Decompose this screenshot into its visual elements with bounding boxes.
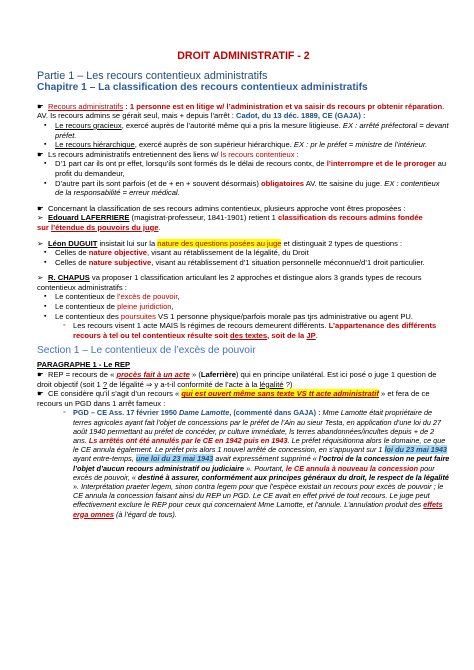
recours-admin-list	[37, 121, 450, 150]
list-item: ▪ Le contentieux des poursuites VS 1 personne physique/parfois morale pas tjrs administrative ou agent PU.	[37, 312, 450, 322]
document-title: DROIT ADMINISTRATIF - 2	[177, 50, 310, 62]
list-item: ▪ Le recours hiérarchique, exercé auprès de son supérieur hiérarchique. EX : pr le préfet = ministre de l’intérieur.	[37, 140, 450, 150]
paragraph-liens: ☛ Ls recours administratifs entretiennent des liens w/ ls recours contentieux :	[37, 149, 299, 159]
paragraph-rep: ☛ REP = recours de « procès fait à un acte » (Laferrière) qui en principe unilatéral. Est ici posé o juge 1 question de droit objectif (soit 1 ? de légalité ⇒ y a-t-il conformité de l’acte à la légalité ?)	[37, 370, 437, 389]
list-item: ◦ Les recours visent 1 acte MAIS ls régimes de recours demeurent différents. L’appartenance des différents recours à tel ou tel contentieux résulte soit des textes, soit de la JP.	[37, 321, 450, 340]
list-item: ▪ Celles de nature objective, visant au rétablissement de la légalité, du Droit	[37, 248, 450, 258]
list-item: ▪ D’1 part car ils ont pr effet, lorsqu’ils sont formés ds le délai de recours contx, de l’interrompre et de le proroger au profit du demandeur,	[37, 159, 450, 178]
list-item: ▪ Le recours gracieux, exercé auprès de l’autorité même qui a pris la mesure litigieuse. EX : arrêté préfectoral = devant préfet.	[37, 121, 450, 140]
chapitre-heading: Chapitre 1 – La classification des recours contentieux administratifs	[37, 82, 368, 94]
arrow-bullet-icon: ☛	[37, 149, 44, 159]
partie-heading: Partie 1 – Les recours contentieux administratifs	[37, 69, 268, 82]
list-item: ▪ Celles de nature subjective, visant au rétablissement d’1 situation personnelle méconnue/d’1 droit particulier.	[37, 258, 450, 268]
list-item: ▪ D’autre part ils sont parfois (et de + en + souvent désormais) obligatoires AV. tte saisine du juge. EX : contentieux de la responsabilité = erreur médical.	[37, 179, 450, 198]
arrow-bullet-icon: ☛	[37, 101, 44, 111]
paragraphe-heading: PARAGRAPHE 1 - Le REP	[37, 360, 131, 370]
paragraph-recours-administratifs: ☛ Recours administratifs : 1 personne est en litige w/ l’administration et va saisir ds recours pr obtenir réparation. AV. Is recours admins se gérait seul, mais + depuis l’arrêt : Cadot, du 13 déc. 1889, CE (GAJA) :	[37, 101, 445, 121]
duguit-list	[37, 248, 450, 267]
pgd-list	[37, 408, 450, 518]
arrow-bullet-icon: ☛	[37, 389, 44, 399]
chapus-list	[37, 292, 450, 340]
section-heading: Section 1 – Le contentieux de l’excès de pouvoir	[37, 345, 256, 357]
liens-list	[37, 159, 450, 197]
paragraph-duguit: ➢ Léon DUGUIT insistait lui sur la nature des questions posées au juge et distinguait 2 types de questions :	[37, 238, 403, 248]
paragraph-classification: ☛ Concernant la classification de ses recours admins contentieux, plusieurs approche vont êtres proposées :	[37, 203, 406, 213]
arrow-bullet-icon: ➢	[37, 238, 44, 248]
list-item: ▪ Le contentieux de pleine juridiction,	[37, 302, 450, 312]
paragraph-pgd: ☛ CE considère qu’il s’agit d’un recours « qui est ouvert même sans texte VS tt acte administratif » et fera de ce recours un PGD dans 1 arrêt fameux :	[37, 389, 430, 408]
arrow-bullet-icon: ☛	[37, 203, 44, 213]
paragraph-laferriere: ➢ Edouard LAFERRIERE (magistrat-professeur, 1841-1901) retient 1 classification ds recours admins fondée sur l’étendue ds pouvoirs du juge.	[37, 213, 423, 232]
arrow-bullet-icon: ➢	[37, 273, 44, 283]
list-item: ◦ PGD – CE Ass. 17 février 1950 Dame Lamotte, (commenté dans GAJA) : Mme Lamotte était propriétaire de terres agricoles ayant fait l’objet de concessions par le préfet de l’Ain au sieur Testa, en application d’une loi du 27 août 1940 permettant au préfet de concéder, pr culture immédiate, ls terres abandonnées/incultes depuis + de 2 ans. Ls arrêtés ont été annulés par le CE en 1942 puis en 1943. Le préfet réquisitionna alors le domaine, ce que le CE annula également. Le préfet pris alors 1 nouvel arrêté de concession, en s’appuyant sur 1 loi du 23 mai 1943 ayant entre-temps, une loi du 23 mai 1943 avait expressément supprimé « l’octroi de la concession ne peut faire l’objet d’aucun recours administratif ou judiciaire ». Pourtant, le CE annula à nouveau la concession pour excès de pouvoir, « destiné à assurer, conformément aux principes généraux du droit, le respect de la légalité ». Interprétation praeter legem, sinon contra legem pour que l’espèce existait un recours pour excès de pouvoir ; le CE annula la concession faisant ainsi du REP un PGD. Le CE avait en effet privé de tout recours. Le juge peut effectivement exclure le REP pour ceux qui concernaient Mme Lamotte, et l’annule. L’annulation produit des effets erga omnes (à l’égard de tous).	[37, 408, 450, 518]
paragraph-chapus: ➢ R. CHAPUS va proposer 1 classification articulant les 2 approches et distingue alors 3 grands types de recours contentieux administratifs :	[37, 273, 422, 292]
arrow-bullet-icon: ➢	[37, 213, 44, 223]
list-item: ▪ Le contentieux de l’excès de pouvoir,	[37, 292, 450, 302]
arrow-bullet-icon: ☛	[37, 370, 44, 380]
